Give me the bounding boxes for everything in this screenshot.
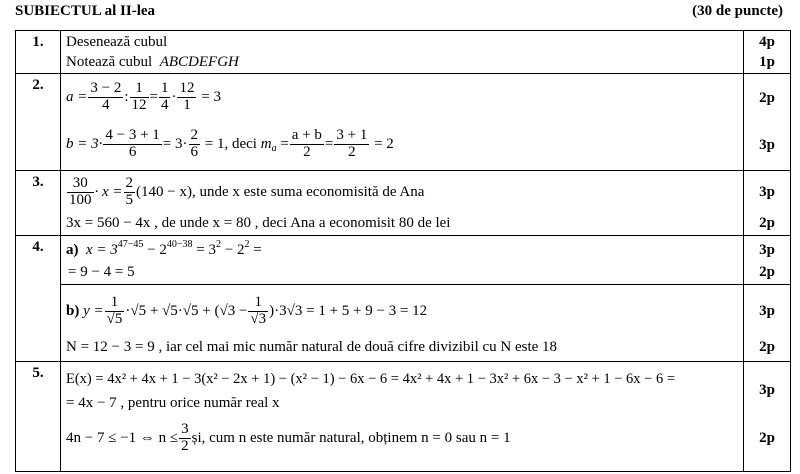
fraction: $\frac{1}{4}$ (160, 80, 169, 114)
points-value: 4p (759, 34, 775, 50)
points-value: 2p (759, 89, 775, 106)
fraction: $\frac{2}{5}$ (125, 174, 134, 208)
fraction: $\frac{2}{6}$ (190, 127, 199, 161)
solution-line: Notează cubul ABCDEFGH (66, 54, 239, 70)
solution-line: 4n − 7 ≤ −1 ⇔ n ≤ $\frac{3}{2}$ și, cum n este număr natural, obținem n = 0 sau n = 1 (66, 421, 511, 454)
points-value: 2p (759, 339, 775, 356)
points-column (744, 236, 791, 362)
fraction: $\frac{30}{100}$ (69, 174, 92, 208)
solution-line: = 9 − 4 = 5 (68, 264, 135, 281)
item-number: 5. (16, 362, 61, 472)
points-column (744, 73, 791, 171)
item-row-1 (16, 31, 791, 74)
item-row-4 (16, 236, 791, 362)
points-value: 2p (759, 215, 775, 232)
item-row-3 (16, 171, 791, 236)
points-value: 2p (759, 430, 775, 447)
solution-line: Desenează cubul (66, 34, 168, 50)
points-column (744, 31, 791, 74)
section-title: SUBIECTUL al II-lea (15, 3, 156, 19)
item-number: 3. (16, 171, 61, 236)
total-points: (30 de puncte) (692, 3, 783, 19)
points-value: 3p (759, 303, 775, 320)
fraction: $\frac{3 + 1}{2}$ (336, 127, 368, 161)
points-value: 3p (759, 184, 775, 201)
points-value: 3p (759, 242, 775, 259)
fraction: $\frac{1}{√5}$ (106, 294, 123, 327)
solution-line: = 4x − 7 , pentru orice număr real x (66, 395, 280, 412)
item-body (61, 73, 744, 171)
item-number: 2. (16, 73, 61, 171)
solution-table (15, 30, 791, 472)
fraction: $\frac{3}{2}$ (181, 421, 189, 454)
fraction: $\frac{12}{1}$ (179, 80, 195, 114)
item-body (61, 31, 744, 74)
points-column (744, 171, 791, 236)
item-body (61, 171, 744, 236)
solution-line: E(x) = 4x² + 4x + 1 − 3(x² − 2x + 1) − (x² − 1) − 6x − 6 = 4x² + 4x + 1 − 3x² + 6x − 3 − x² + 1 − 6x − 6 = (66, 371, 676, 388)
points-value: 2p (759, 264, 775, 281)
item-row-2 (16, 73, 791, 171)
item-number: 1. (16, 31, 61, 74)
solution-line: a) $x = 3^{47-45} - 2^{40-38} = 3^2 - 2^2$ = (66, 239, 262, 259)
solution-line: 3x = 560 − 4x , de unde x = 80 , deci Ana a economisit 80 de lei (66, 215, 451, 232)
fraction: $\frac{a + b}{2}$ (291, 127, 322, 161)
points-value: 1p (759, 54, 775, 70)
points-value: 3p (759, 136, 775, 153)
points-column (744, 362, 791, 472)
fraction: $\frac{3 - 2}{4}$ (90, 80, 122, 114)
solution-line: $\frac{30}{100}$ · x = $\frac{2}{5}$ (140 − x), unde x este suma economisită de Ana (69, 174, 425, 208)
fraction: $\frac{1}{12}$ (131, 80, 147, 114)
solution-line: b = 3· $\frac{4 - 3 + 1}{6}$ = 3· $\frac{2}{6}$ = 1, deci $m_a$ = $\frac{a + b}{2}$ = $\frac{3 + 1}{2}$ = 2 (66, 127, 394, 161)
item-number: 4. (16, 236, 61, 362)
solution-line: b) y = $\frac{1}{√5}$ ·√5 + √5·√5 + (√3 − $\frac{1}{√3}$ )·3√3 = 1 + 5 + 9 − 3 = 12 (66, 294, 428, 327)
fraction: $\frac{1}{√3}$ (250, 294, 267, 327)
item-body (61, 236, 744, 362)
item-body (61, 362, 744, 472)
solution-line: a = $\frac{3 - 2}{4}$ : $\frac{1}{12}$ = $\frac{1}{4}$ · $\frac{12}{1}$ = 3 (66, 80, 221, 114)
fraction: $\frac{4 - 3 + 1}{6}$ (105, 127, 160, 161)
points-value: 3p (759, 382, 775, 399)
item-row-5 (16, 362, 791, 472)
solution-line: N = 12 − 3 = 9 , iar cel mai mic număr natural de două cifre divizibil cu N este 18 (66, 339, 558, 356)
